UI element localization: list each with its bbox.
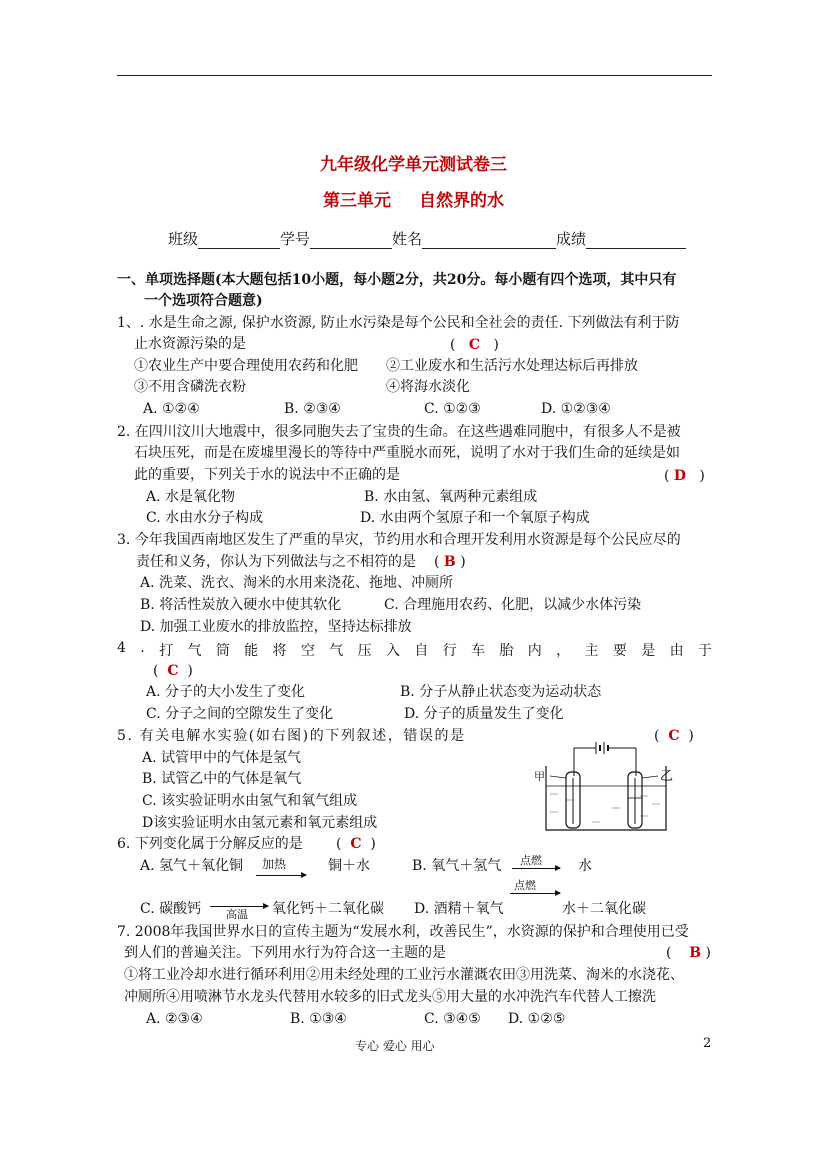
q1-stem-line1: 1、. 水是生命之源, 保护水资源, 防止水污染是每个公民和全社会的责任. 下列做法有利于防	[117, 315, 680, 331]
q4-char: 是	[641, 643, 656, 659]
q4-char: 自	[414, 643, 429, 659]
q4-char: 入	[385, 643, 400, 659]
q6-option-d-products: 水＋二氧化碳	[562, 901, 646, 917]
q5-option-b: B. 试管乙中的气体是氧气	[142, 771, 302, 787]
score-label: 成绩	[556, 230, 587, 248]
q2-answer: ( D )	[664, 468, 705, 484]
q6-option-d-reactants: D. 酒精＋氧气	[414, 901, 504, 917]
footer-motto: 专心 爱心 用心	[355, 1039, 435, 1053]
q3-option-d: D. 加强工业废水的排放监控，坚持达标排放	[140, 619, 412, 635]
q4-option-d: D. 分子的质量发生了变化	[404, 706, 564, 722]
name-label: 姓名	[392, 230, 423, 248]
class-blank[interactable]	[198, 232, 280, 249]
q5-stem-line1: 5. 有关电解水实验(如右图)的下列叙述，错误的是	[117, 728, 466, 744]
q7-answer: ( B )	[666, 945, 712, 961]
q3-option-b: B. 将活性炭放入硬水中使其软化	[140, 597, 342, 613]
id-label: 学号	[280, 230, 311, 248]
q6-option-a-products: 铜＋水	[328, 858, 370, 874]
q4-answer: ( C )	[153, 663, 193, 679]
q3-option-a: A. 洗菜、洗衣、淘米的水用来浇花、拖地、冲厕所	[140, 575, 454, 591]
reaction-arrow-icon	[510, 893, 560, 894]
id-blank[interactable]	[310, 232, 392, 249]
reaction-arrow-icon	[512, 868, 560, 869]
q2-option-c: C. 水由水分子构成	[146, 510, 264, 526]
q1-item-1: ①农业生产中要合理使用农药和化肥	[134, 358, 358, 374]
q1-answer: ( C )	[450, 337, 499, 353]
q4-char: 能	[244, 643, 259, 659]
q4-char: 打	[159, 643, 174, 659]
q2-stem-line2: 石块压死，而是在废墟里漫长的等待中严重脱水而死，说明了水对于我们生命的延续是如	[134, 445, 680, 461]
subtitle-name: 自然界的水	[419, 191, 504, 211]
q7-option-d: D. ①②⑤	[508, 1011, 566, 1027]
q5-answer-letter: C	[668, 728, 680, 744]
q7-stem-line1: 7. 2008年我国世界水日的宣传主题为“发展水利，改善民生”，水资源的保护和合理使用已受	[117, 924, 689, 940]
q4-option-a: A. 分子的大小发生了变化	[146, 684, 306, 700]
q7-stem-line2: 到人们的普遍关注。下列用水行为符合这一主题的是	[124, 945, 446, 961]
q4-char: 压	[357, 643, 372, 659]
q1-answer-letter: C	[468, 337, 480, 353]
q4-option-c: C. 分子之间的空隙发生了变化	[146, 706, 334, 722]
reaction-arrow-icon	[256, 875, 306, 876]
q4-char: 4	[117, 640, 126, 656]
q5-option-c: C. 该实验证明水由氢气和氧气组成	[142, 793, 358, 809]
tube-label-left: 甲	[534, 770, 545, 783]
q3-stem-line1: 3. 今年我国西南地区发生了严重的旱灾，节约用水和合理开发利用水资源是每个公民应尽的	[117, 532, 681, 548]
q1-item-3: ③不用含磷洗衣粉	[134, 379, 246, 395]
q4-option-b: B. 分子从静止状态变为运动状态	[400, 684, 602, 700]
q1-option-c: C. ①②③	[424, 401, 481, 417]
q6-answer-letter: C	[350, 836, 362, 852]
class-label: 班级	[168, 230, 199, 248]
q2-stem-line1: 2. 在四川汶川大地震中，很多同胞失去了宝贵的生命。在这些遇难同胞中，有很多人不是被	[117, 424, 681, 440]
q1-item-4: ④将海水淡化	[386, 379, 470, 395]
q3-option-c: C. 合理施用农药、化肥，以减少水体污染	[384, 597, 642, 613]
q5-option-d: D该实验证明水由氢元素和氧元素组成	[142, 815, 378, 831]
q4-char: 主	[584, 643, 599, 659]
q7-option-a: A. ②③④	[146, 1011, 203, 1027]
q4-char: 由	[669, 643, 684, 659]
q4-char: 气	[187, 643, 202, 659]
header-rule	[117, 75, 712, 76]
student-info-line	[168, 228, 686, 249]
q1-option-b: B. ②③④	[284, 401, 341, 417]
score-blank[interactable]	[586, 232, 686, 249]
q6-option-b-products: 水	[578, 858, 592, 874]
q4-char: .	[140, 640, 145, 656]
q1-option-d: D. ①②③④	[541, 401, 611, 417]
q3-answer-letter: B	[443, 554, 456, 570]
exam-subtitle	[0, 186, 827, 211]
q2-stem-line3: 此的重要，下列关于水的说法中不正确的是	[134, 467, 400, 483]
q4-char: 行	[442, 643, 457, 659]
q4-char: ，	[556, 643, 571, 659]
q2-option-b: B. 水由氢、氧两种元素组成	[364, 489, 538, 505]
q6-option-d-condition: 点燃	[514, 879, 536, 892]
q4-char: 将	[272, 643, 287, 659]
q2-option-a: A. 水是氧化物	[146, 489, 236, 505]
q5-answer: ( C )	[654, 728, 694, 744]
q5-option-a: A. 试管甲中的气体是氢气	[142, 750, 302, 766]
subtitle-unit: 第三单元	[323, 191, 391, 211]
q6-option-b-condition: 点燃	[520, 854, 542, 867]
q1-stem-line2: 止水资源污染的是	[134, 336, 246, 352]
q1-option-a: A. ①②④	[143, 401, 200, 417]
q4-char: 空	[300, 643, 315, 659]
q6-option-c-condition: 高温	[226, 908, 248, 921]
electrolysis-diagram	[536, 738, 686, 838]
q3-answer: ( B )	[434, 554, 466, 570]
name-blank[interactable]	[422, 232, 556, 249]
q4-answer-letter: C	[167, 663, 179, 679]
q4-char: 胎	[499, 643, 514, 659]
q6-option-c-products: 氧化钙＋二氧化碳	[272, 901, 384, 917]
q6-answer: ( C )	[336, 836, 376, 852]
page-number: 2	[703, 1036, 712, 1051]
q6-stem-line1: 6. 下列变化属于分解反应的是	[117, 836, 303, 852]
q7-items-line2: 冲厕所④用喷淋节水龙头代替用水较多的旧式龙头⑤用大量的水冲洗汽车代替人工擦洗	[124, 989, 656, 1005]
q7-option-c: C. ③④⑤	[424, 1011, 481, 1027]
q4-char: 内	[527, 643, 542, 659]
q4-char: 气	[329, 643, 344, 659]
exam-title: 九年级化学单元测试卷三	[320, 155, 507, 175]
section-heading-line2: 一个选项符合题意)	[144, 293, 263, 309]
q4-char: 于	[697, 643, 712, 659]
q6-option-c-reactants: C. 碳酸钙	[140, 901, 202, 917]
q4-char: 筒	[215, 643, 230, 659]
q4-char: 车	[471, 643, 486, 659]
q4-stem-line1	[117, 640, 712, 660]
electrolysis-apparatus-figure	[536, 738, 686, 842]
q6-option-a-condition: 加热	[262, 857, 287, 871]
q7-items-line1: ①将工业冷却水进行循环利用②用未经处理的工业污水灌溉农田③用洗菜、淘米的水浇花、	[124, 967, 684, 983]
q7-option-b: B. ①③④	[290, 1011, 347, 1027]
q1-item-2: ②工业废水和生活污水处理达标后再排放	[386, 358, 638, 374]
section-heading-line1: 一、单项选择题(本大题包括10小题，每小题2分，共20分。每小题有四个选项，其中只有	[117, 272, 677, 288]
q6-option-a-reactants: A. 氢气＋氧化铜	[140, 858, 244, 874]
q4-char: 要	[612, 643, 627, 659]
tube-label-right: 乙	[660, 769, 674, 784]
q3-stem-line2: 责任和义务，你认为下列做法与之不相符的是	[136, 554, 416, 570]
q6-option-b-reactants: B. 氧气＋氢气	[412, 858, 502, 874]
q7-answer-letter: B	[689, 945, 702, 961]
q2-answer-letter: D	[673, 468, 687, 484]
q2-option-d: D. 水由两个氢原子和一个氧原子构成	[360, 510, 590, 526]
